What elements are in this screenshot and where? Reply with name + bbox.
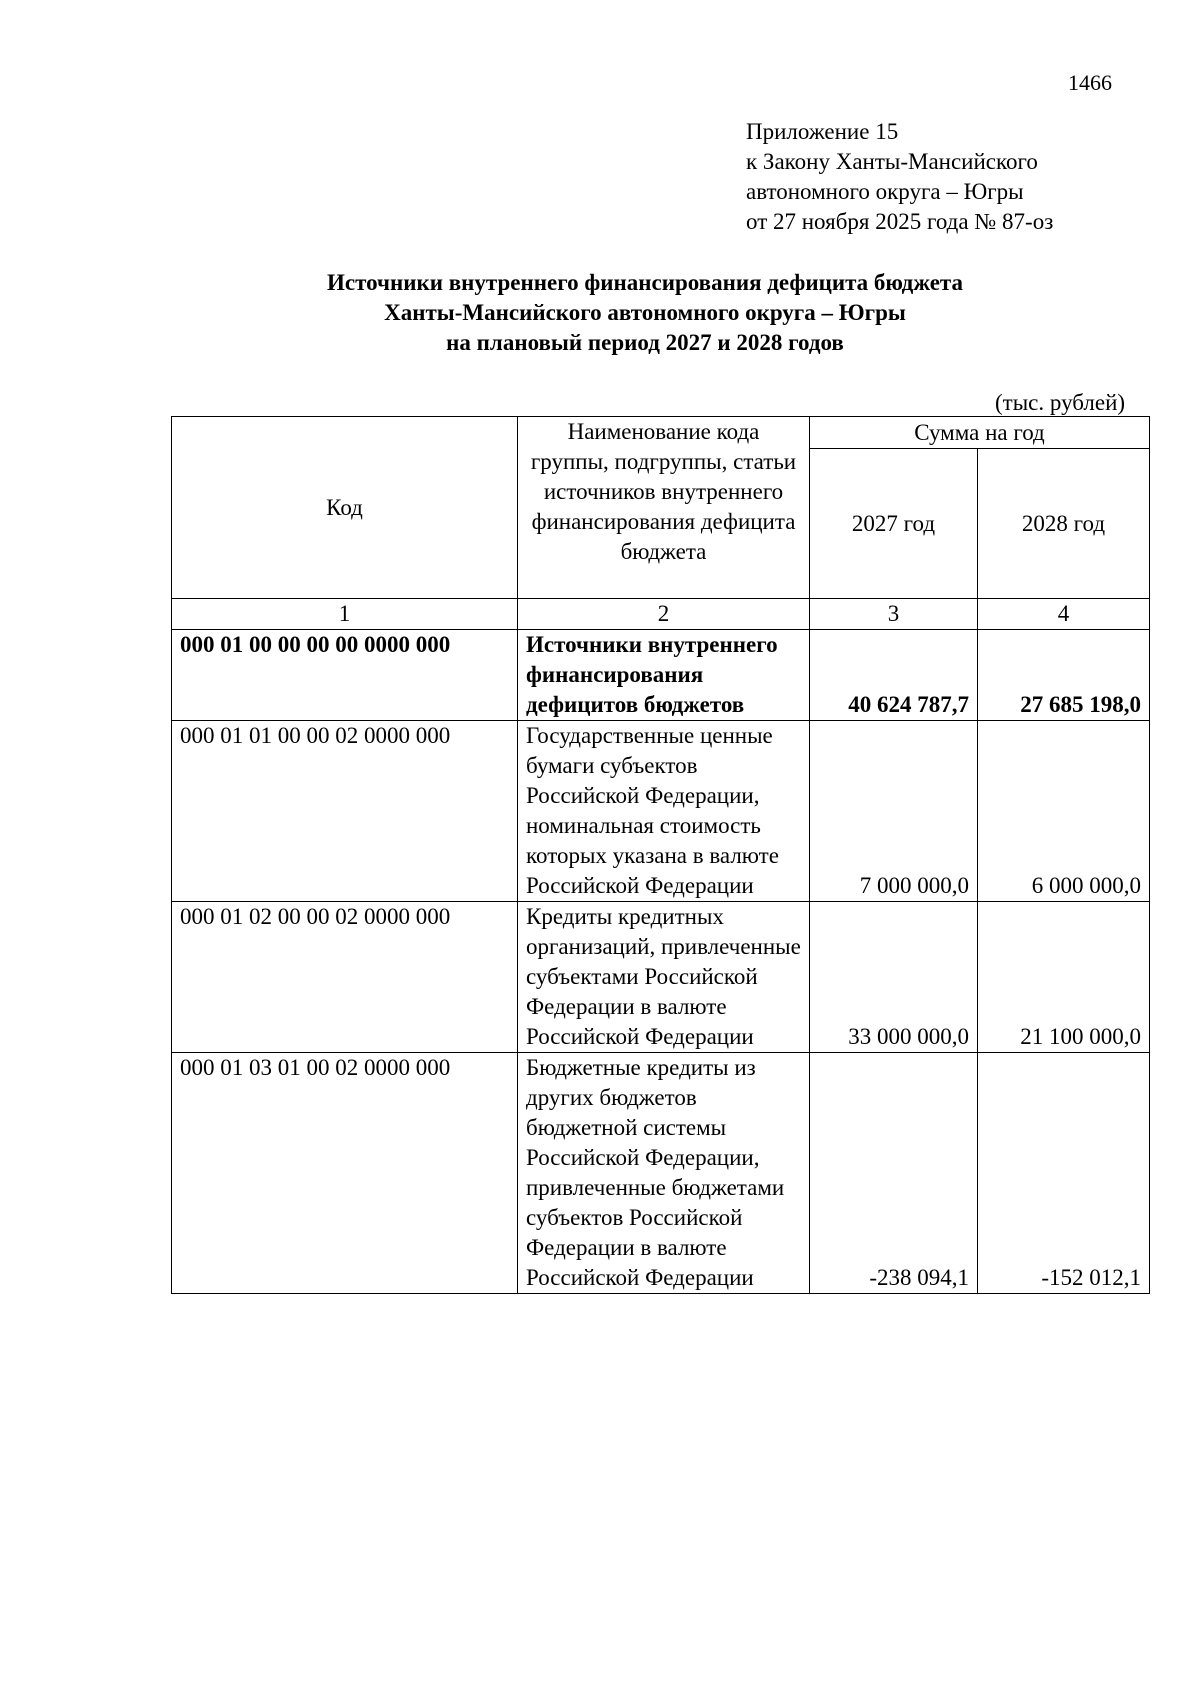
row-amount-2028: -152 012,1 [978, 1053, 1150, 1294]
appendix-line: к Закону Ханты-Мансийского [746, 149, 1038, 174]
appendix-note [746, 117, 1053, 237]
row-name: Государственные ценные бумаги субъектов Российской Федерации, номинальная стоимость которых указана в валюте Российской Федерации [518, 721, 810, 902]
row-amount-2027: 40 624 787,7 [810, 630, 978, 721]
column-number: 1 [172, 599, 518, 630]
row-code: 000 01 00 00 00 00 0000 000 [172, 630, 518, 721]
appendix-line: от 27 ноября 2025 года № 87-оз [746, 209, 1054, 234]
table-row [172, 902, 1150, 1053]
appendix-line: автономного округа – Югры [746, 179, 1024, 204]
appendix-line: Приложение 15 [746, 119, 899, 144]
row-amount-2028: 6 000 000,0 [978, 721, 1150, 902]
row-amount-2027: 33 000 000,0 [810, 902, 978, 1053]
row-amount-2027: -238 094,1 [810, 1053, 978, 1294]
header-sum-group: Сумма на год [810, 417, 1150, 449]
row-amount-2028: 21 100 000,0 [978, 902, 1150, 1053]
table-row [172, 630, 1150, 721]
column-numbers-row [172, 599, 1150, 630]
row-code: 000 01 01 00 00 02 0000 000 [172, 721, 518, 902]
row-name: Источники внутреннего финансирования дефицитов бюджетов [518, 630, 810, 721]
title-line: Ханты-Мансийского автономного округа – Югры [384, 300, 906, 325]
table-row [172, 1053, 1150, 1294]
title-line: на плановый период 2027 и 2028 годов [446, 330, 844, 355]
header-code: Код [172, 417, 518, 599]
row-code: 000 01 02 00 00 02 0000 000 [172, 902, 518, 1053]
document-title [170, 268, 1120, 358]
title-line: Источники внутреннего финансирования дефицита бюджета [327, 270, 963, 295]
page-number: 1466 [1068, 70, 1112, 95]
row-amount-2028: 27 685 198,0 [978, 630, 1150, 721]
row-name: Кредиты кредитных организаций, привлеченные субъектами Российской Федерации в валюте Российской Федерации [518, 902, 810, 1053]
column-number: 2 [518, 599, 810, 630]
row-code: 000 01 03 01 00 02 0000 000 [172, 1053, 518, 1294]
row-amount-2027: 7 000 000,0 [810, 721, 978, 902]
header-row [172, 417, 1150, 449]
column-number: 4 [978, 599, 1150, 630]
column-number: 3 [810, 599, 978, 630]
header-name: Наименование кода группы, подгруппы, статьи источников внутреннего финансирования дефицита бюджета [518, 417, 810, 599]
financing-sources-table [171, 416, 1150, 1294]
header-year-2028: 2028 год [978, 449, 1150, 599]
unit-label: (тыс. рублей) [995, 390, 1126, 415]
header-year-2027: 2027 год [810, 449, 978, 599]
table-row [172, 721, 1150, 902]
row-name: Бюджетные кредиты из других бюджетов бюджетной системы Российской Федерации, привлеченные бюджетами субъектов Российской Федерации в валюте Российской Федерации [518, 1053, 810, 1294]
